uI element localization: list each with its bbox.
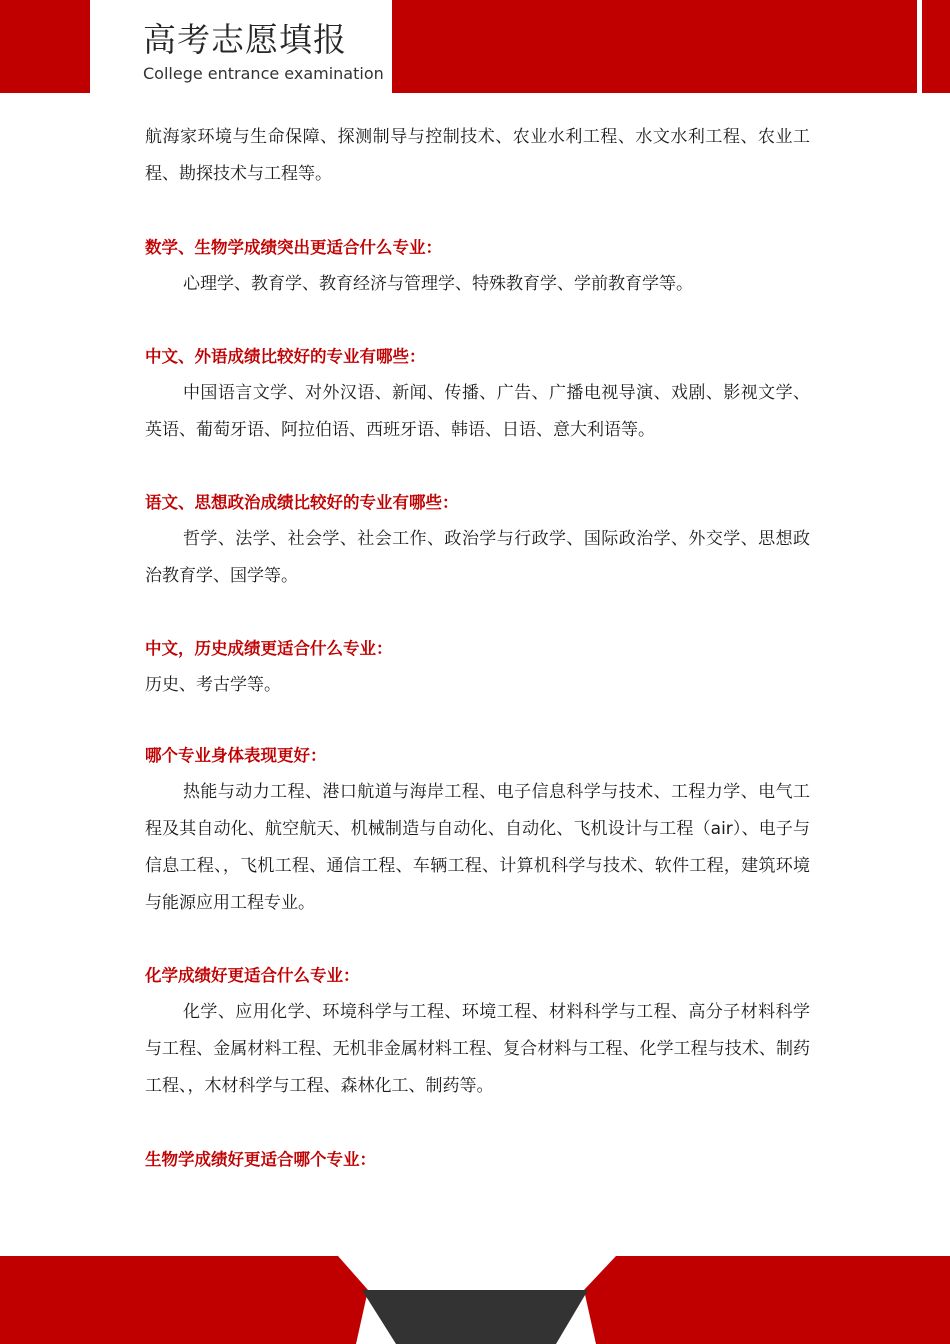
intro-section	[145, 119, 810, 193]
section-physical	[145, 737, 810, 922]
footer-red-right	[584, 1256, 950, 1344]
section-math-biology	[145, 229, 810, 303]
page-subtitle: College entrance examination	[143, 64, 384, 83]
section-paragraph: 历史、考古学等。	[145, 675, 281, 695]
section-heading: 哪个专业身体表现更好：	[145, 746, 327, 765]
section-chinese-foreign	[145, 338, 810, 449]
footer-decoration	[0, 1252, 950, 1344]
section-paragraph: 哲学、法学、社会学、社会工作、政治学与行政学、国际政治学、外交学、思想政治教育学、国学等。	[145, 529, 810, 586]
intro-paragraph: 航海家环境与生命保障、探测制导与控制技术、农业水利工程、水文水利工程、农业工程、勘探技术与工程等。	[145, 127, 810, 184]
section-chinese-politics	[145, 484, 810, 595]
section-heading: 化学成绩好更适合什么专业：	[145, 966, 360, 985]
section-biology	[145, 1141, 810, 1178]
header-red-block-right	[392, 0, 917, 93]
section-heading: 语文、思想政治成绩比较好的专业有哪些：	[145, 493, 459, 512]
section-heading: 中文、外语成绩比较好的专业有哪些：	[145, 347, 426, 366]
section-chemistry	[145, 957, 810, 1105]
section-paragraph: 心理学、教育学、教育经济与管理学、特殊教育学、学前教育学等。	[183, 274, 693, 294]
section-chinese-history	[145, 630, 810, 704]
footer-red-left	[0, 1256, 368, 1344]
section-heading: 数学、生物学成绩突出更适合什么专业：	[145, 238, 442, 257]
section-paragraph: 化学、应用化学、环境科学与工程、环境工程、材料科学与工程、高分子材料科学与工程、金属材料工程、无机非金属材料工程、复合材料与工程、化学工程与技术、制药工程、，木材科学与工程、森林化工、制药等。	[145, 1002, 810, 1096]
page-title: 高考志愿填报	[143, 20, 347, 59]
header-red-block-left	[0, 0, 90, 93]
section-heading: 生物学成绩好更适合哪个专业：	[145, 1150, 376, 1169]
footer-dark-center	[362, 1290, 588, 1344]
section-heading: 中文，历史成绩更适合什么专业：	[145, 639, 393, 658]
section-paragraph: 热能与动力工程、港口航道与海岸工程、电子信息科学与技术、工程力学、电气工程及其自动化、航空航天、机械制造与自动化、自动化、飞机设计与工程（air）、电子与信息工程、，飞机工程、通信工程、车辆工程、计算机科学与技术、软件工程，建筑环境与能源应用工程专业。	[145, 782, 810, 913]
section-paragraph: 中国语言文学、对外汉语、新闻、传播、广告、广播电视导演、戏剧、影视文学、英语、葡萄牙语、阿拉伯语、西班牙语、韩语、日语、意大利语等。	[145, 383, 810, 440]
header-red-block-edge	[922, 0, 950, 93]
